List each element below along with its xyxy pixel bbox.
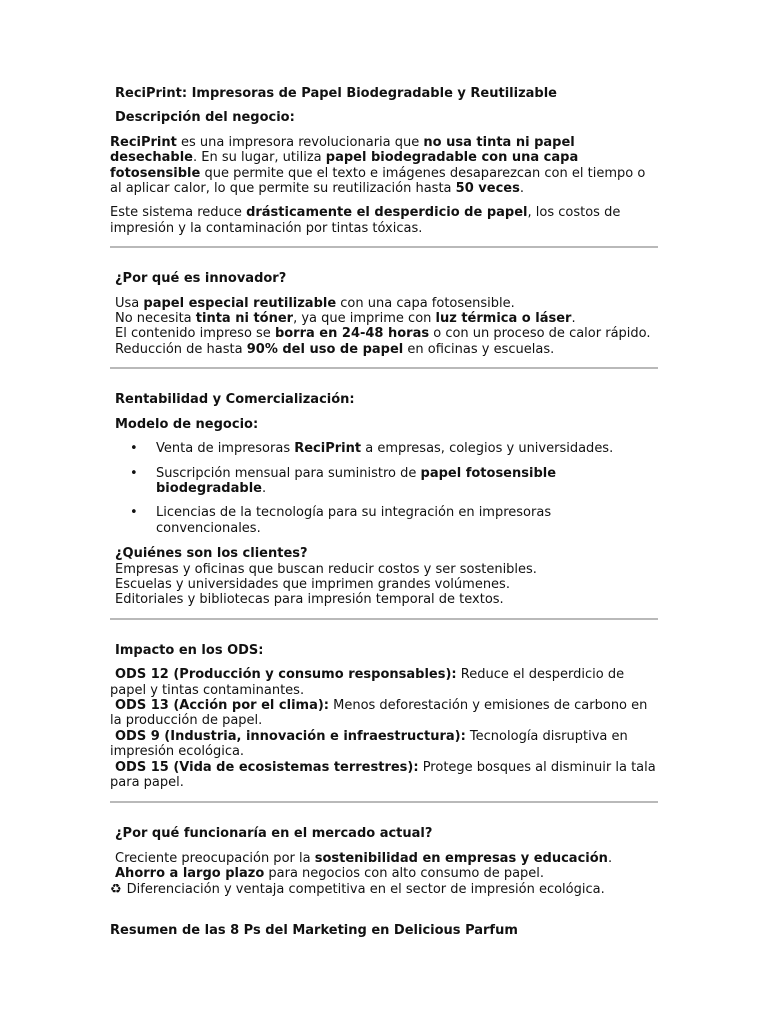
market-item: Ahorro a largo plazo para negocios con alto consumo de papel. — [115, 866, 545, 882]
clients-heading: ¿Quiénes son los clientes? — [115, 546, 308, 562]
ods-item: ODS 13 (Acción por el clima): Menos deforestación y emisiones de carbono en la producción de papel. — [110, 697, 648, 729]
client-item: Empresas y oficinas que buscan reducir costos y ser sostenibles. — [115, 561, 537, 577]
ods-item: ODS 12 (Producción y consumo responsables): Reduce el desperdicio de papel y tintas contaminantes. — [110, 667, 625, 698]
business-model-list — [110, 441, 658, 536]
footer-heading: Resumen de las 8 Ps del Marketing en Delicious Parfum — [110, 923, 518, 939]
business-model-item: • Suscripción mensual para suministro de papel fotosensible biodegradable. — [110, 466, 658, 497]
client-item: Escuelas y universidades que imprimen grandes volúmenes. — [115, 576, 510, 592]
divider — [110, 367, 658, 369]
business-model-item: • Licencias de la tecnología para su integración en impresoras convencionales. — [110, 505, 658, 536]
divider — [110, 618, 658, 620]
innovation-item: Usa papel especial reutilizable con una capa fotosensible. — [115, 295, 515, 311]
innovation-heading: ¿Por qué es innovador? — [115, 271, 287, 287]
innovation-item: No necesita tinta ni tóner, ya que imprime con luz térmica o láser. — [115, 311, 576, 327]
business-model-heading: Modelo de negocio: — [115, 416, 259, 432]
innovation-item: Reducción de hasta 90% del uso de papel en oficinas y escuelas. — [115, 341, 555, 357]
divider — [110, 801, 658, 803]
recycle-icon: ♻ — [110, 881, 122, 897]
market-list — [110, 851, 658, 897]
document-title: ReciPrint: Impresoras de Papel Biodegradable y Reutilizable — [115, 86, 557, 101]
client-item: Editoriales y bibliotecas para impresión temporal de textos. — [115, 592, 504, 608]
description-paragraph-2: Este sistema reduce drásticamente el desperdicio de papel, los costos de impresión y la contaminación por tintas tóxicas. — [110, 205, 621, 236]
description-heading: Descripción del negocio: — [115, 110, 295, 126]
ods-list — [110, 667, 658, 790]
innovation-list — [110, 296, 658, 358]
document-page — [110, 84, 658, 938]
description-paragraph-1: ReciPrint es una impresora revolucionaria que no usa tinta ni papel desechable. En su lugar, utiliza papel biodegradable con una capa fotosensible que permite que el texto e imágenes desaparezcan con el tiempo o al aplicar calor, lo que permite su reutilización hasta 50 veces. — [110, 134, 646, 197]
ods-item: ODS 15 (Vida de ecosistemas terrestres): Protege bosques al disminuir la tala para papel. — [110, 759, 656, 790]
ods-item: ODS 9 (Industria, innovación e infraestructura): Tecnología disruptiva en impresión ecológica. — [110, 728, 628, 760]
divider — [110, 246, 658, 248]
market-item: Creciente preocupación por la sostenibilidad en empresas y educación. — [115, 850, 613, 866]
market-item: ♻ Diferenciación y ventaja competitiva en el sector de impresión ecológica. — [110, 881, 605, 897]
ods-heading: Impacto en los ODS: — [115, 642, 264, 658]
clients-list — [110, 546, 658, 608]
business-model-item: • Venta de impresoras ReciPrint a empresas, colegios y universidades. — [110, 441, 658, 456]
profitability-heading: Rentabilidad y Comercialización: — [115, 392, 355, 408]
innovation-item: El contenido impreso se borra en 24-48 horas o con un proceso de calor rápido. — [115, 326, 651, 342]
market-heading: ¿Por qué funcionaría en el mercado actual? — [115, 826, 433, 842]
